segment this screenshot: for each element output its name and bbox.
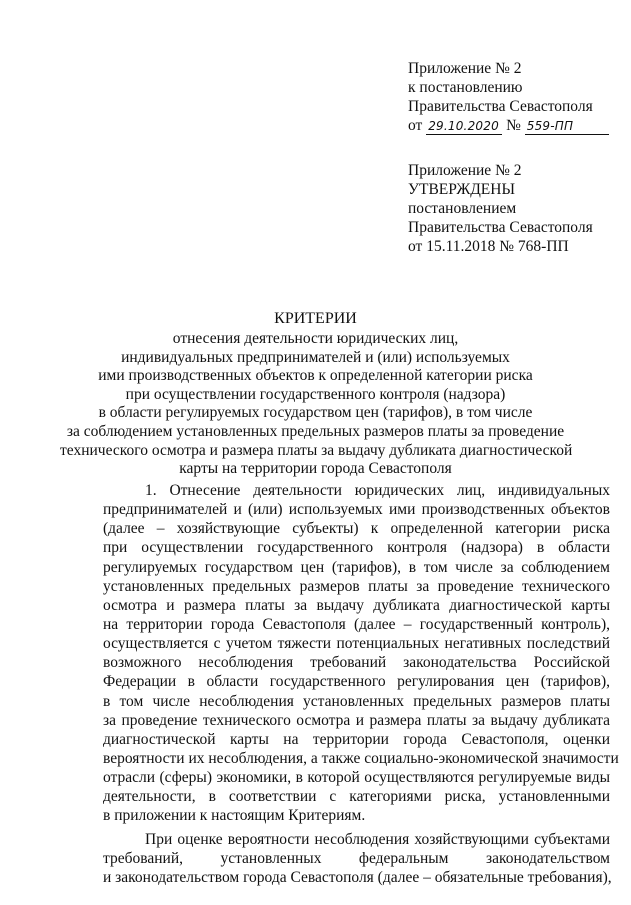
paragraph-1 (103, 481, 619, 826)
title-line: за соблюдением установленных предельных размеров платы за проведение (66, 422, 565, 440)
text-line: на территории города Севастополя (далее – государственный контроль), (103, 615, 610, 633)
resolution-reference: постановлением (408, 200, 517, 217)
text-line: за проведение технического осмотра и размера платы за выдачу дубликата (103, 711, 610, 729)
text-line: при осуществлении государственного контроля (надзора) в области (103, 539, 610, 557)
text-line: в том числе несоблюдения установленных предельных размеров платы (103, 692, 610, 710)
text-line: осуществляется с учетом тяжести потенциальных негативных последствий (103, 635, 610, 653)
handwritten-number: 559-ПП (525, 119, 609, 135)
text-line: 1. Отнесение деятельности юридических лиц, индивидуальных (145, 482, 610, 499)
resolution-reference: к постановлению (408, 79, 523, 96)
document-title (60, 309, 571, 479)
resolution-date-number: от 15.11.2018 № 768-ПП (408, 238, 569, 255)
text-line: требований, установленных федеральным законодательством (103, 849, 610, 867)
text-line: осмотра и размера платы за выдачу дубликата диагностической карты (103, 596, 610, 614)
title-line: отнесения деятельности юридических лиц, (172, 330, 459, 347)
title-line: индивидуальных предпринимателей и (или) используемых (121, 348, 510, 366)
text-line: отрасли (сферы) экономики, в которой осуществляются регулируемые виды (103, 769, 610, 787)
title-line: при осуществлении государственного контроля (надзора) (125, 385, 506, 403)
government-name: Правительства Севастополя (408, 98, 593, 115)
text-line: в приложении к настоящим Критериям. (103, 807, 366, 825)
approved-label: УТВЕРЖДЕНЫ (408, 181, 515, 198)
document-body (103, 481, 619, 887)
appendix-label: Приложение № 2 (408, 60, 522, 77)
text-line: возможного несоблюдения требований законодательства Российской (103, 654, 610, 672)
approval-block-previous (408, 161, 623, 256)
paragraph-2 (103, 830, 610, 887)
approval-block-current (408, 59, 623, 135)
text-line: установленных предельных размеров платы за проведение технического (103, 577, 610, 595)
text-line: диагностической карты на территории города Севастополя, оценки (103, 730, 610, 748)
text-line: вероятности их несоблюдения, а также социально-экономической значимости (103, 749, 619, 767)
text-line: При оценке вероятности несоблюдения хозяйствующими субъектами (145, 830, 610, 848)
text-line: регулируемых государством цен (тарифов), в том числе за соблюдением (103, 558, 610, 576)
appendix-label: Приложение № 2 (408, 162, 522, 179)
title-line: в области регулируемых государством цен (тарифов), в том числе (98, 404, 533, 422)
text-line: Федерации в области государственного регулирования цен (тарифов), (103, 673, 610, 691)
text-line: деятельности, в соответствии с категориями риска, установленными (103, 788, 610, 806)
title-line: ими производственных объектов к определенной категории риска (98, 367, 533, 385)
text-line: предпринимателей и (или) используемых ими производственных объектов (103, 501, 610, 519)
text-line: (далее – хозяйствующие субъекты) к определенной категории риска (103, 520, 610, 538)
text-line: и законодательством города Севастополя (далее – обязательные требования), (103, 868, 612, 886)
number-label: № (506, 117, 521, 134)
handwritten-date: 29.10.2020 (426, 119, 502, 135)
from-label: от (408, 117, 423, 134)
title-line: карты на территории города Севастополя (179, 460, 452, 478)
title-line: технического осмотра и размера платы за выдачу дубликата диагностической (60, 441, 573, 459)
title-heading: КРИТЕРИИ (274, 310, 357, 327)
resolution-date-number (408, 116, 623, 135)
government-name: Правительства Севастополя (408, 219, 593, 236)
